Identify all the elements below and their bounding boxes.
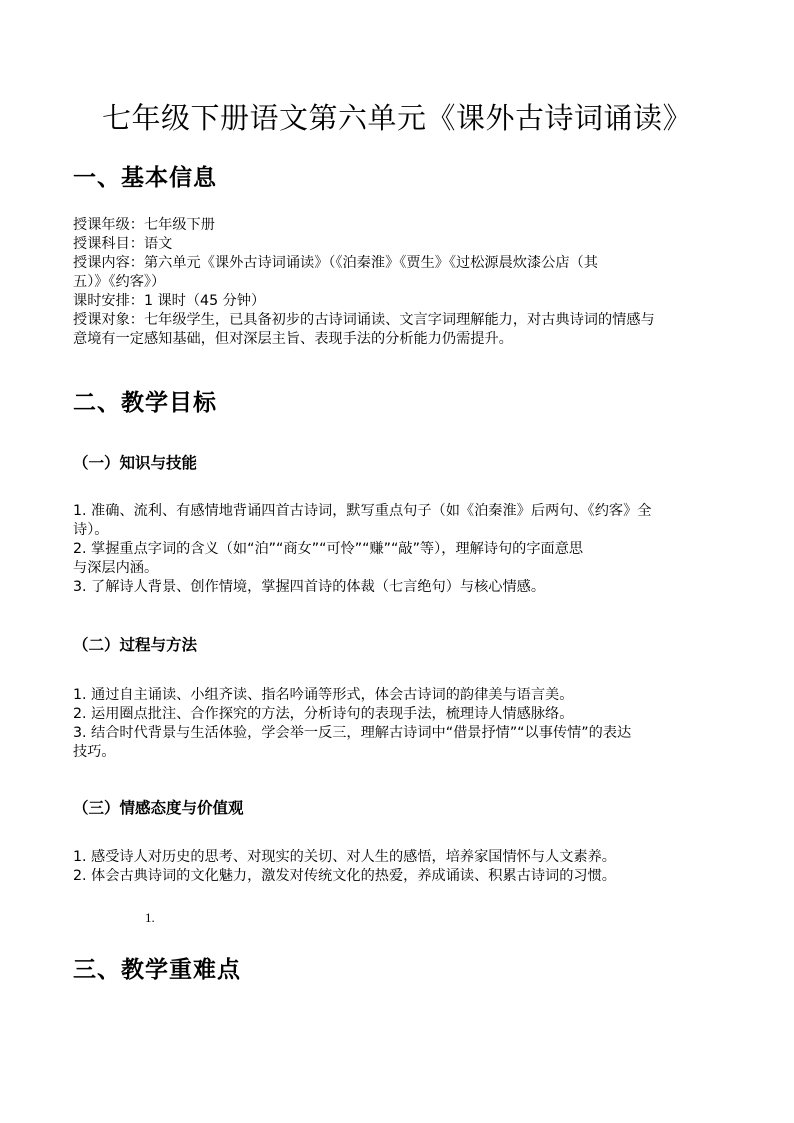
info-line-audience-cont: 意境有一定感知基础，但对深层主旨、表现手法的分析能力仍需提升。	[73, 331, 513, 347]
list-item: 1. 感受诗人对历史的思考、对现实的关切、对人生的感悟，培养家国情怀与人文素养。	[73, 849, 616, 865]
section-heading-objectives: 二、教学目标	[73, 390, 217, 416]
list-item: 2. 运用圈点批注、合作探究的方法，分析诗句的表现手法，梳理诗人情感脉络。	[73, 706, 574, 722]
list-item: 2. 掌握重点字词的含义（如“泊”“商女”“可怜”“赚”“敲”等），理解诗句的字面意思	[73, 541, 584, 557]
list-item: 诗）。	[73, 522, 109, 538]
list-item: 1. 通过自主诵读、小组齐读、指名吟诵等形式，体会古诗词的韵律美与语言美。	[73, 687, 574, 703]
section-heading-basic-info: 一、基本信息	[73, 165, 217, 191]
list-item: 2. 体会古典诗词的文化魅力，激发对传统文化的热爱，养成诵读、积累古诗词的习惯。	[73, 868, 616, 884]
info-line-subject: 授课科目：语文	[73, 236, 173, 252]
knowledge-list	[73, 502, 733, 597]
info-line-content-cont: 五）》《约客》）	[73, 274, 166, 290]
basic-info-block	[73, 216, 733, 349]
document-title: 七年级下册语文第六单元《课外古诗词诵读》	[101, 101, 692, 135]
subsection-heading-values: （三）情感态度与价值观	[73, 799, 244, 817]
process-list	[73, 686, 733, 762]
subsection-heading-process: （二）过程与方法	[73, 636, 198, 654]
info-line-grade: 授课年级：七年级下册	[73, 217, 215, 233]
info-line-schedule: 课时安排：1 课时（45 分钟）	[73, 293, 266, 309]
values-list	[73, 848, 733, 886]
section-heading-key-points: 三、教学重难点	[73, 957, 241, 983]
list-item: 3. 结合时代背景与生活体验，学会举一反三，理解古诗词中“借景抒情”“以事传情”的表达	[73, 725, 632, 741]
list-item: 技巧。	[73, 744, 116, 760]
list-marker: 1.	[145, 910, 155, 925]
list-item: 1. 准确、流利、有感情地背诵四首古诗词，默写重点句子（如《泊秦淮》后两句、《约客》全	[73, 503, 652, 519]
list-item: 与深层内涵。	[73, 560, 159, 576]
info-line-content: 授课内容：第六单元《课外古诗词诵读》（《泊秦淮》《贾生》《过松源晨炊漆公店（其	[73, 255, 598, 271]
subsection-heading-knowledge: （一）知识与技能	[73, 454, 198, 472]
list-item: 3. 了解诗人背景、创作情境，掌握四首诗的体裁（七言绝句）与核心情感。	[73, 579, 546, 595]
info-line-audience: 授课对象：七年级学生，已具备初步的古诗词诵读、文言字词理解能力，对古典诗词的情感与	[73, 312, 655, 328]
